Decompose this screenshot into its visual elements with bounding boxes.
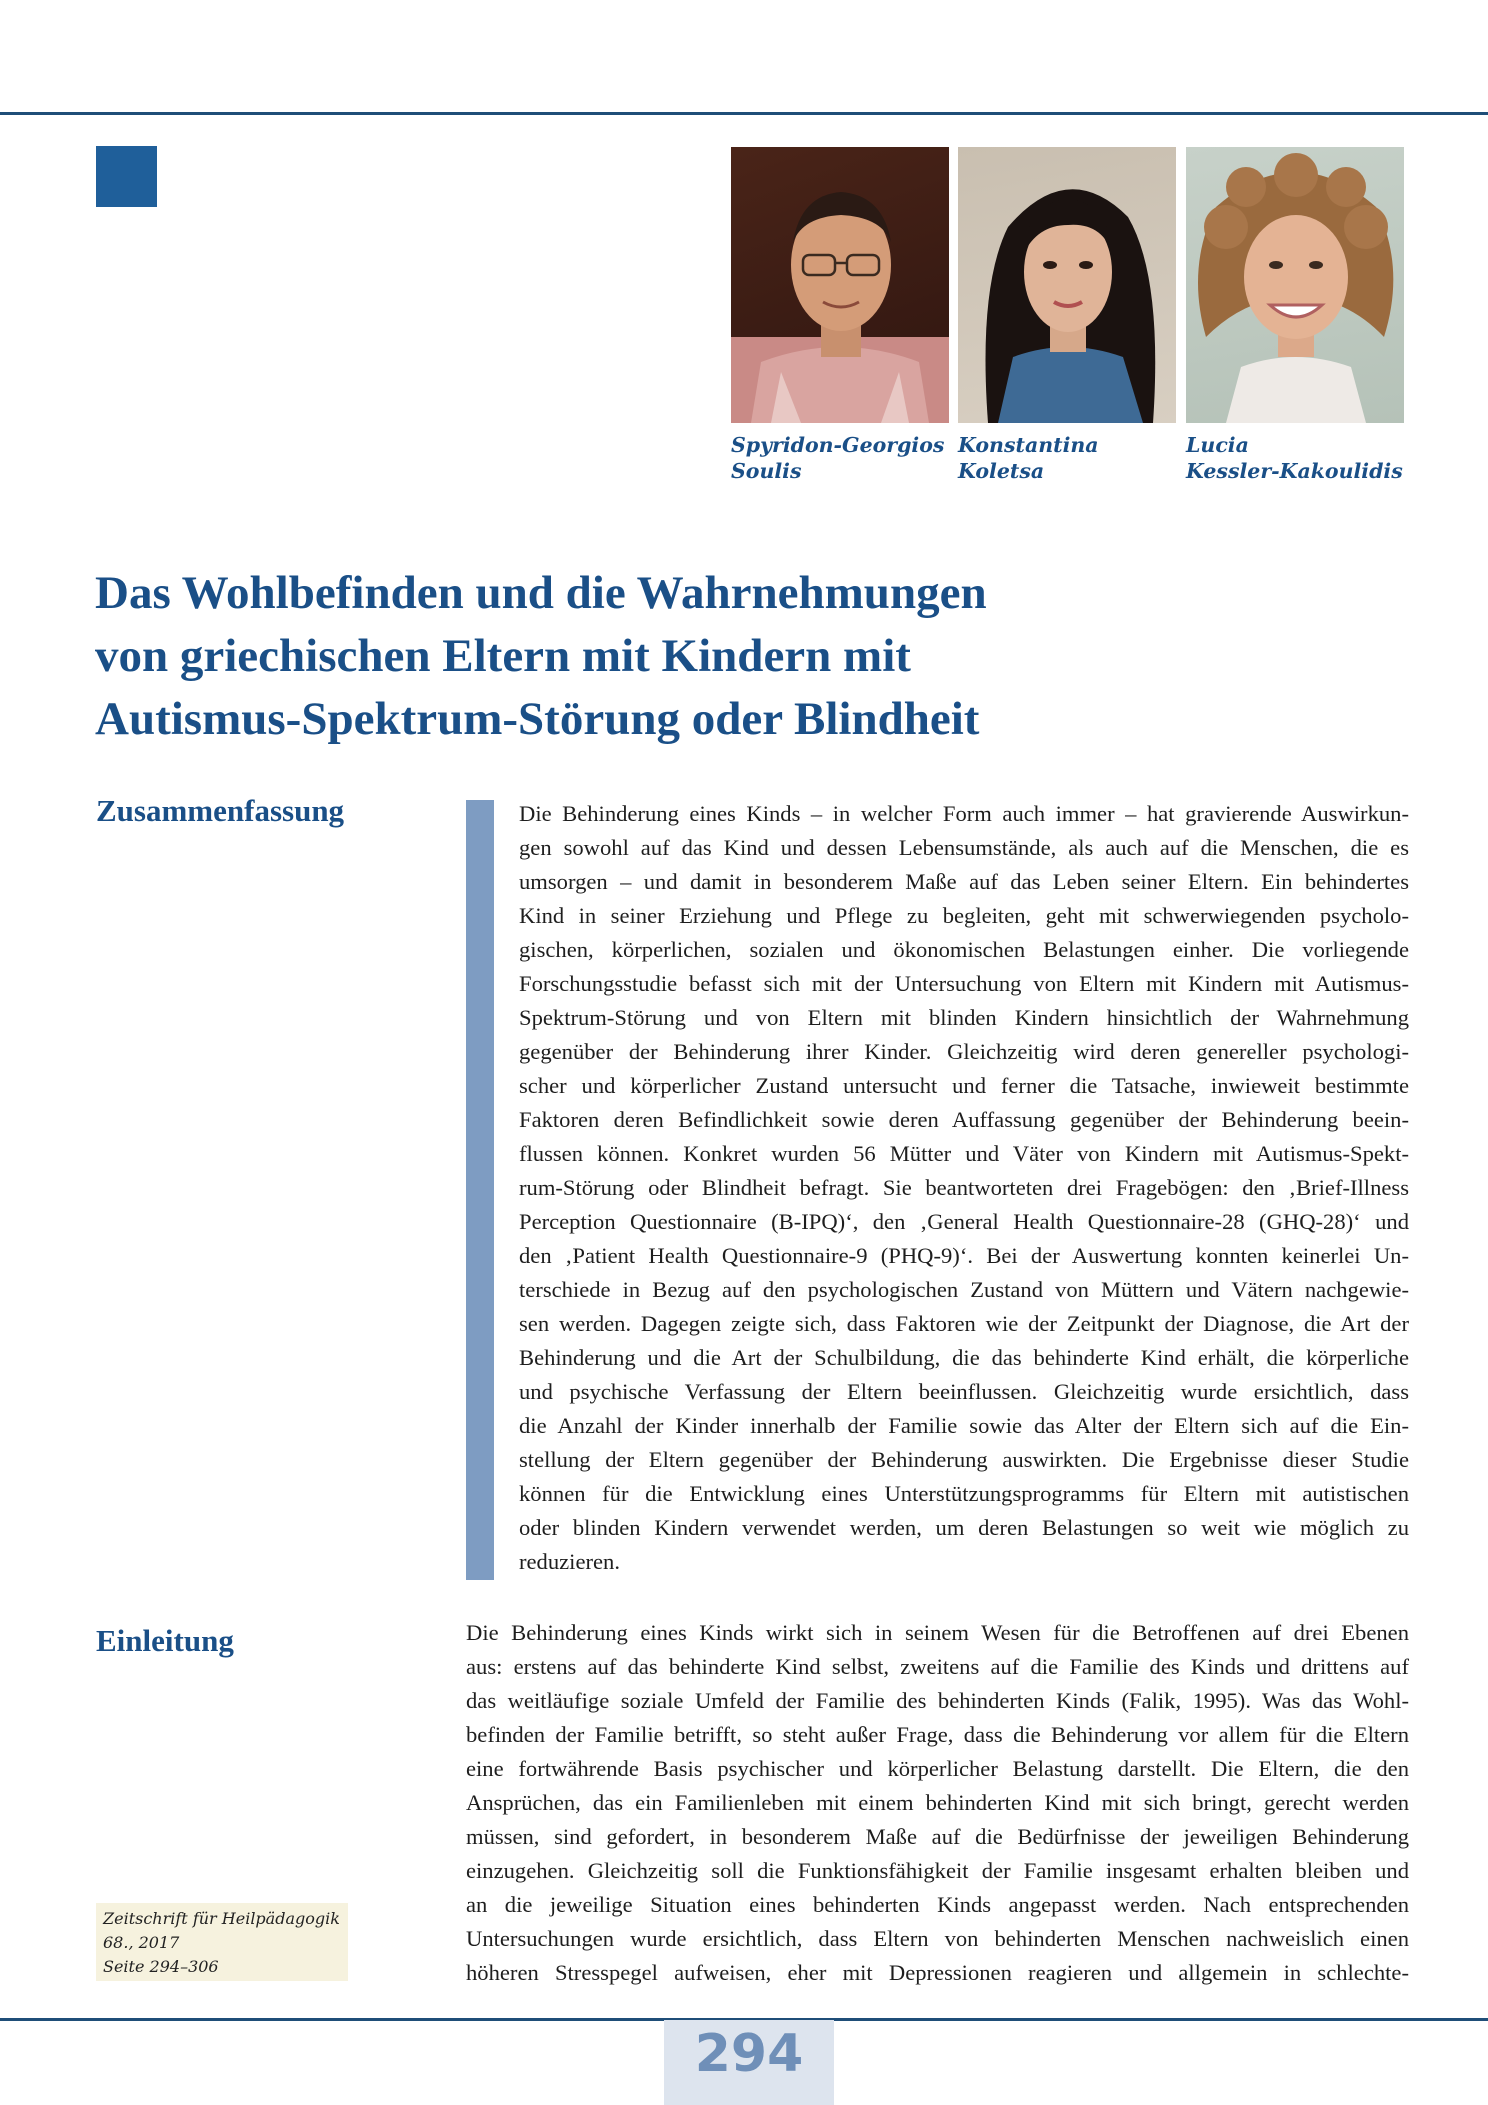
abstract-line: gischen, körperlichen, sozialen und ökonomischen Belastungen einher. Die vorliegende <box>519 937 1409 962</box>
intro-line: Ansprüchen, das ein Familienleben mit einem behinderten Kind mit sich bringt, gerecht werden <box>466 1790 1409 1815</box>
title-line: Das Wohlbefinden und die Wahrnehmungen <box>95 567 987 619</box>
abstract-line: scher und körperlicher Zustand untersucht und ferner die Tatsache, inwieweit bestimmte <box>519 1073 1409 1098</box>
author-photo <box>958 147 1176 423</box>
abstract-accent-bar <box>466 800 494 1580</box>
title-line: von griechischen Eltern mit Kindern mit <box>95 630 911 682</box>
abstract-text <box>519 797 1409 1579</box>
abstract-line: Forschungsstudie befasst sich mit der Untersuchung von Eltern mit Kindern mit Autismus- <box>519 971 1409 996</box>
abstract-line: Behinderung und die Art der Schulbildung, die das behinderte Kind erhält, die körperliche <box>519 1345 1409 1370</box>
abstract-line: den ‚Patient Health Questionnaire-9 (PHQ-9)‘. Bei der Auswertung konnten keinerlei Un- <box>519 1243 1409 1268</box>
intro-heading: Einleitung <box>96 1623 234 1658</box>
abstract-line: sen werden. Dagegen zeigte sich, dass Faktoren wie der Zeitpunkt der Diagnose, die Art der <box>519 1311 1409 1336</box>
abstract-line: Perception Questionnaire (B-IPQ)‘, den ‚General Health Questionnaire-28 (GHQ-28)‘ und <box>519 1209 1409 1234</box>
intro-text <box>466 1616 1409 1990</box>
section-marker-square <box>96 146 157 207</box>
intro-line: müssen, sind gefordert, in besonderem Maße auf die Bedürfnisse der jeweiligen Behinderung <box>466 1824 1409 1849</box>
abstract-line: Die Behinderung eines Kinds – in welcher Form auch immer – hat gravierende Auswirkun- <box>519 801 1409 826</box>
top-rule <box>0 112 1488 115</box>
intro-line: Untersuchungen wurde ersichtlich, dass Eltern von behinderten Menschen nachweislich einen <box>466 1926 1409 1951</box>
abstract-line: flussen können. Konkret wurden 56 Mütter und Väter von Kindern mit Autismus-Spekt- <box>519 1141 1409 1166</box>
person-silhouette-icon <box>1186 147 1404 423</box>
journal-citation-box <box>96 1903 348 1981</box>
intro-line: eine fortwährende Basis psychischer und körperlicher Belastung darstellt. Die Eltern, die den <box>466 1756 1409 1781</box>
person-silhouette-icon <box>958 147 1176 423</box>
abstract-line: Faktoren deren Befindlichkeit sowie deren Auffassung gegenüber der Behinderung beein- <box>519 1107 1409 1132</box>
intro-line: höheren Stresspegel aufweisen, eher mit Depressionen reagieren und allgemein in schlechte- <box>466 1960 1409 1985</box>
journal-pages: Seite 294–306 <box>103 1957 219 1976</box>
abstract-line: und psychische Verfassung der Eltern beeinflussen. Gleichzeitig wurde ersichtlich, dass <box>519 1379 1409 1404</box>
abstract-line: die Anzahl der Kinder innerhalb der Familie sowie das Alter der Eltern sich auf die Ein- <box>519 1413 1409 1438</box>
intro-line: aus: erstens auf das behinderte Kind selbst, zweitens auf die Familie des Kinds und drittens auf <box>466 1654 1409 1679</box>
person-silhouette-icon <box>731 147 949 423</box>
abstract-line: terschiede in Bezug auf den psychologischen Zustand von Müttern und Vätern nachgewie- <box>519 1277 1409 1302</box>
intro-line: das weitläufige soziale Umfeld der Familie des behinderten Kinds (Falik, 1995). Was das Wohl- <box>466 1688 1409 1713</box>
article-title <box>95 562 1095 751</box>
abstract-heading: Zusammenfassung <box>96 793 345 828</box>
abstract-line: umsorgen – und damit in besonderem Maße auf das Leben seiner Eltern. Ein behindertes <box>519 869 1409 894</box>
author-card <box>1186 147 1404 484</box>
abstract-line: rum-Störung oder Blindheit befragt. Sie beantworteten drei Fragebögen: den ‚Brief-Illness <box>519 1175 1409 1200</box>
author-name: Lucia Kessler-Kakoulidis <box>1186 433 1403 483</box>
intro-line: an die jeweilige Situation eines behinderten Kinds angepasst werden. Nach entsprechenden <box>466 1892 1409 1917</box>
author-card <box>731 147 949 484</box>
author-card <box>958 147 1176 484</box>
abstract-line: oder blinden Kindern verwendet werden, um deren Belastungen so weit wie möglich zu <box>519 1515 1409 1540</box>
abstract-line: reduzieren. <box>519 1549 620 1574</box>
abstract-line: Kind in seiner Erziehung und Pflege zu begleiten, geht mit schwerwiegenden psycholo- <box>519 903 1409 928</box>
intro-line: einzugehen. Gleichzeitig soll die Funktionsfähigkeit der Familie insgesamt erhalten bleiben und <box>466 1858 1409 1883</box>
intro-line: Die Behinderung eines Kinds wirkt sich in seinem Wesen für die Betroffenen auf drei Ebenen <box>466 1620 1409 1645</box>
abstract-line: gegenüber der Behinderung ihrer Kinder. Gleichzeitig wird deren genereller psychologi- <box>519 1039 1409 1064</box>
author-photo <box>731 147 949 423</box>
abstract-line: stellung der Eltern gegenüber der Behinderung auswirkten. Die Ergebnisse dieser Studie <box>519 1447 1409 1472</box>
abstract-line: gen sowohl auf das Kind und dessen Lebensumstände, als auch auf die Menschen, die es <box>519 835 1409 860</box>
abstract-line: können für die Entwicklung eines Unterstützungsprogramms für Eltern mit autistischen <box>519 1481 1409 1506</box>
author-name: Konstantina Koletsa <box>958 433 1099 483</box>
page-number: 294 <box>694 2024 804 2084</box>
abstract-line: Spektrum-Störung und von Eltern mit blinden Kindern hinsichtlich der Wahrnehmung <box>519 1005 1409 1030</box>
title-line: Autismus-Spektrum-Störung oder Blindheit <box>95 693 980 745</box>
author-name: Spyridon-Georgios Soulis <box>731 433 945 483</box>
author-photo <box>1186 147 1404 423</box>
page-number-box <box>664 2020 834 2105</box>
intro-line: befinden der Familie betrifft, so steht außer Frage, dass die Behinderung vor allem für die Eltern <box>466 1722 1409 1747</box>
journal-name: Zeitschrift für Heilpädagogik <box>103 1909 340 1928</box>
journal-volume: 68., 2017 <box>103 1933 180 1952</box>
